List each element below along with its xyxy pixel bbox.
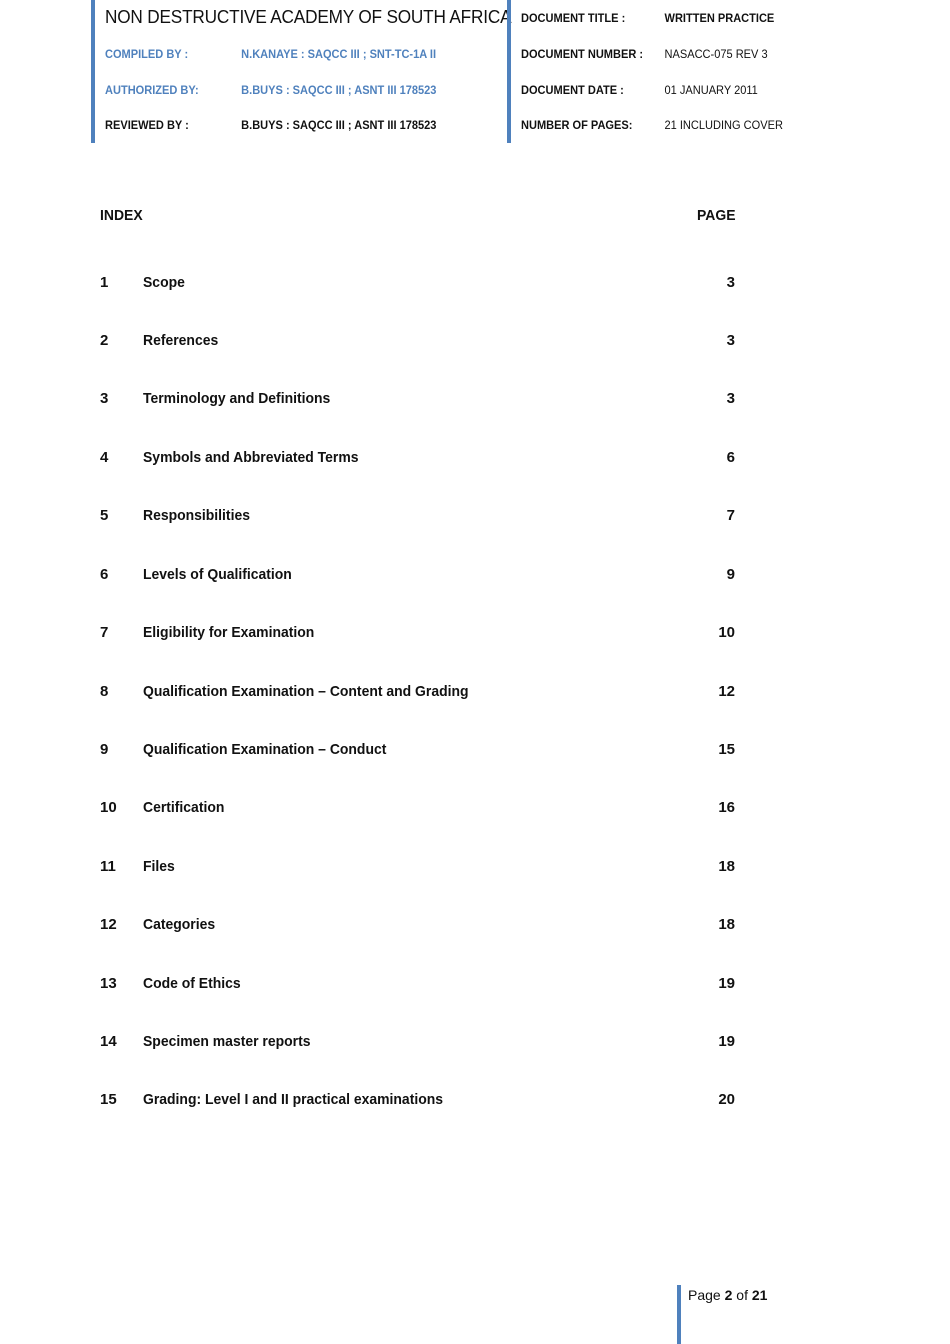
toc-entry-title: Responsibilities	[143, 507, 250, 524]
toc-entry-page: 20	[718, 1091, 735, 1108]
toc-entry-number: 15	[100, 1091, 117, 1108]
toc-entry[interactable]	[0, 274, 950, 294]
toc-entry-page: 10	[718, 624, 735, 641]
authorized-by-label: AUTHORIZED BY:	[105, 83, 199, 97]
toc-entry-number: 5	[100, 507, 109, 524]
toc-entry-title: Certification	[143, 799, 225, 816]
header-left-block	[91, 0, 512, 143]
toc-entry[interactable]	[0, 449, 950, 469]
toc-entry-title: Levels of Qualification	[143, 566, 292, 583]
toc-entry[interactable]	[0, 1033, 950, 1053]
reviewed-by-row	[105, 118, 437, 132]
organization-name: NON DESTRUCTIVE ACADEMY OF SOUTH AFRICA	[105, 6, 512, 27]
document-number-value: NASACC-075 REV 3	[664, 47, 768, 61]
reviewed-by-value: B.BUYS : SAQCC III ; ASNT III 178523	[241, 118, 437, 132]
page-column-heading: PAGE	[697, 207, 736, 224]
toc-entry-number: 12	[100, 916, 117, 933]
toc-entry-page: 9	[726, 566, 735, 583]
toc-entry-title: Grading: Level I and II practical examinations	[143, 1091, 444, 1108]
toc-entry-number: 6	[100, 566, 109, 583]
toc-entry-page: 7	[726, 507, 735, 524]
toc-entry-title: Symbols and Abbreviated Terms	[143, 449, 359, 466]
reviewed-by-label: REVIEWED BY :	[105, 118, 189, 132]
toc-entry-title: Terminology and Definitions	[143, 390, 331, 407]
number-of-pages-row	[521, 118, 783, 132]
document-number-label: DOCUMENT NUMBER :	[521, 47, 644, 61]
toc-entry-number: 13	[100, 975, 117, 992]
document-date-label: DOCUMENT DATE :	[521, 83, 624, 97]
page-number	[688, 1287, 767, 1303]
toc-entry[interactable]	[0, 624, 950, 644]
toc-entry[interactable]	[0, 858, 950, 878]
toc-entry-title: Specimen master reports	[143, 1033, 311, 1050]
toc-entry-page: 6	[726, 449, 735, 466]
toc-entry-page: 15	[718, 741, 735, 758]
toc-entry-number: 10	[100, 799, 117, 816]
current-page-number: 2	[724, 1287, 733, 1303]
toc-entry-number: 8	[100, 683, 109, 700]
toc-entry-title: Categories	[143, 916, 216, 933]
toc-entry-number: 7	[100, 624, 109, 641]
document-date-row	[521, 83, 758, 97]
header-right-block	[507, 0, 841, 143]
number-of-pages-value: 21 INCLUDING COVER	[664, 118, 783, 132]
authorized-by-row	[105, 83, 437, 97]
document-title-value: WRITTEN PRACTICE	[664, 11, 775, 25]
toc-entry-number: 2	[100, 332, 109, 349]
toc-entry[interactable]	[0, 566, 950, 586]
toc-entry-number: 14	[100, 1033, 117, 1050]
toc-entry-page: 19	[718, 975, 735, 992]
toc-entry-page: 3	[726, 390, 735, 407]
toc-entry-title: References	[143, 332, 219, 349]
toc-entry-page: 12	[718, 683, 735, 700]
toc-entry-number: 1	[100, 274, 109, 291]
toc-entry[interactable]	[0, 799, 950, 819]
toc-entry-page: 3	[726, 332, 735, 349]
toc-entry[interactable]	[0, 507, 950, 527]
toc-entry-page: 3	[726, 274, 735, 291]
compiled-by-label: COMPILED BY :	[105, 47, 189, 61]
toc-entry-number: 11	[100, 858, 116, 875]
document-title-label: DOCUMENT TITLE :	[521, 11, 626, 25]
toc-entry[interactable]	[0, 390, 950, 410]
toc-entry-title: Scope	[143, 274, 185, 291]
document-date-value: 01 JANUARY 2011	[664, 83, 758, 97]
total-page-count: 21	[751, 1287, 768, 1303]
page-footer	[677, 1285, 801, 1344]
toc-entry-title: Files	[143, 858, 175, 875]
toc-entry[interactable]	[0, 1091, 950, 1111]
toc-entry[interactable]	[0, 683, 950, 703]
authorized-by-value: B.BUYS : SAQCC III ; ASNT III 178523	[241, 83, 437, 97]
toc-entry-page: 19	[718, 1033, 735, 1050]
toc-entry[interactable]	[0, 741, 950, 761]
toc-entry-title: Code of Ethics	[143, 975, 241, 992]
toc-entry-number: 3	[100, 390, 109, 407]
compiled-by-row	[105, 47, 437, 61]
toc-entry-title: Qualification Examination – Content and Grading	[143, 683, 469, 700]
of-word: of	[736, 1287, 748, 1303]
toc-entry-title: Qualification Examination – Conduct	[143, 741, 387, 758]
toc-entry-number: 4	[100, 449, 109, 466]
toc-entry[interactable]	[0, 332, 950, 352]
index-heading: INDEX	[100, 207, 143, 224]
toc-entry-number: 9	[100, 741, 109, 758]
toc-entry[interactable]	[0, 916, 950, 936]
toc-entry[interactable]	[0, 975, 950, 995]
toc-entry-page: 18	[718, 858, 735, 875]
page-word: Page	[688, 1287, 721, 1303]
document-title-row	[521, 11, 775, 25]
toc-entry-title: Eligibility for Examination	[143, 624, 315, 641]
document-number-row	[521, 47, 768, 61]
toc-entry-page: 16	[718, 799, 735, 816]
number-of-pages-label: NUMBER OF PAGES:	[521, 118, 633, 132]
compiled-by-value: N.KANAYE : SAQCC III ; SNT-TC-1A II	[241, 47, 437, 61]
toc-entry-page: 18	[718, 916, 735, 933]
